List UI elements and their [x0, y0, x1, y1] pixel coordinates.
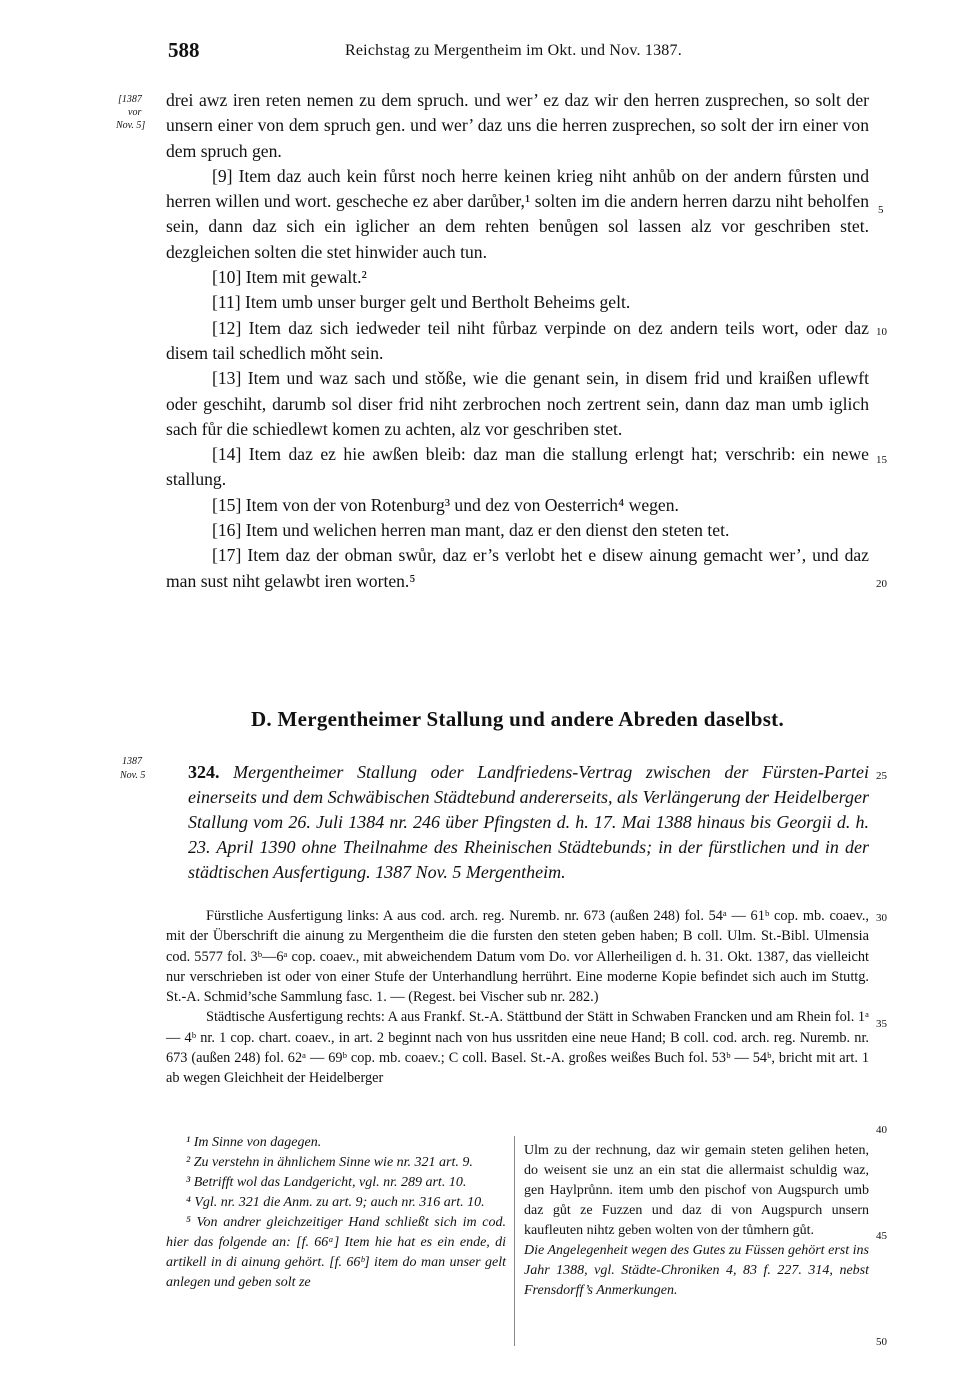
margin-date-top-3: Nov. 5]	[116, 120, 146, 131]
entry-324	[188, 760, 869, 885]
right-column-text: Ulm zu der rechnung, daz wir gemain steten gelihen heten, do weisent sie unz an ein stat die allermaist schuldig waz, gen Haylprůnn. item umb den pischof von Augspurch umb daz gůt ze Fuzzen und daz di von Augspurch unsern kaufleuten nihtz geben wolten von der tůmhern gůt.	[524, 1143, 869, 1238]
margin-date-top: [1387	[118, 94, 142, 105]
paragraph: [10] Item mit gewalt.²	[212, 267, 367, 288]
paragraph: [17] Item daz der obman swůr, daz er’s verlobt het e disew ainung gemacht wer’, und daz man sust niht gelawbt iren worten.⁵	[166, 545, 869, 591]
entry-title: Mergentheimer Stallung oder Landfriedens-Vertrag zwischen der Fürsten-Partei einerseits und dem Schwäbischen Städtebund andererseits, als Verlängerung der Heidelberger Stallung vom 26. Juli 1384 nr. 246 über Pfingsten d. h. 17. Mai 1388 hinaus bis Georgii d. h. 23. April 1390 ohne Theilnahme des Rheinischen Städtebunds; in der fürstlichen und in der städtischen Ausfertigung. 1387 Nov. 5 Mergentheim.	[188, 762, 869, 882]
source-paragraph: Städtische Ausfertigung rechts: A aus Frankf. St.-A. Stättbund der Stätt in Schwaben Francken und am Rhein fol. 1ᵃ — 4ᵇ nr. 1 cop. chart. coaev., in art. 2 beginnt nach von hus ussritden eine neue Hand; B coll. cod. arch. reg. Nuremb. nr. 673 (außen 248) fol. 62ᵃ — 69ᵇ cop. mb. coaev.; C coll. Basel. St.-A. großes weißes Buch fol. 53ᵇ — 54ᵇ, bricht mit art. 1 ab wegen Gleichheit der Heidelberger	[166, 1009, 869, 1087]
paragraph: [9] Item daz auch kein fůrst noch herre keinen krieg niht anhůb on der andern fůrsten und herren willen und wort. gescheche ez aber darůber,¹ solten im die andern herren darzu niht beholfen sein, dann daz sich ein iglicher an dem rehten benůgen sol lassen alz vor geschriben stet. dezgleichen solten die stet hinwider auch tun.	[166, 165, 869, 262]
footnotes	[166, 1133, 506, 1293]
paragraph: [15] Item von der von Rotenburg³ und dez von Oesterrich⁴ wegen.	[212, 494, 679, 515]
margin-date-top-2: vor	[128, 107, 142, 118]
entry-number: 324.	[188, 762, 220, 782]
margin-entry-date: 1387	[122, 756, 142, 767]
page-number: 588	[168, 38, 200, 62]
line-number: 15	[876, 454, 887, 466]
footnote: ¹ Im Sinne von dagegen.	[186, 1135, 322, 1150]
sources-block	[166, 906, 869, 1089]
line-number: 35	[876, 1018, 887, 1030]
line-number: 5	[878, 204, 884, 216]
line-number: 50	[876, 1336, 887, 1348]
line-number: 40	[876, 1124, 887, 1136]
footnote: ² Zu verstehn in ähnlichem Sinne wie nr. 321 art. 9.	[186, 1155, 473, 1170]
paragraph: drei awz iren reten nemen zu dem spruch. und wer’ ez daz wir den herren zusprechen, so solt der unsern einer von dem spruch gen. und wer’ daz uns die herren zusprechen, so solt der irn einer von dem spruch gen.	[166, 90, 869, 161]
column-divider	[514, 1136, 515, 1346]
line-number: 10	[876, 326, 887, 338]
line-number: 25	[876, 770, 887, 782]
source-paragraph: Fürstliche Ausfertigung links: A aus cod. arch. reg. Nuremb. nr. 673 (außen 248) fol. 54ᵃ — 61ᵇ cop. mb. coaev., mit der Überschrift die ainung zu Mergentheim die die fursten den steten geben haben; B coll. Ulm. St.-Bibl. Ulmensia cod. 5577 fol. 3ᵇ—6ᵃ cop. coaev., mit abweichendem Datum vom Do. vor Allerheiligen d. h. 31. Okt. 1387, das vielleicht nur verschrieben ist oder von einer Stufe der Unterhandlung herrührt. Eine moderne Kopie befindet sich auch im Stuttg. St.-A. Schmid’sche Sammlung fasc. 1. — (Regest. bei Vischer sub nr. 282.)	[166, 908, 869, 1006]
running-title: Reichstag zu Mergentheim im Okt. und Nov. 1387.	[345, 42, 682, 59]
line-number: 45	[876, 1230, 887, 1242]
right-column	[524, 1141, 869, 1301]
paragraph: [11] Item umb unser burger gelt und Bertholt Beheims gelt.	[212, 292, 631, 313]
paragraph: [16] Item und welichen herren man mant, daz er den dienst den steten tet.	[212, 520, 730, 541]
section-heading: D. Mergentheimer Stallung und andere Abreden daselbst.	[250, 707, 785, 731]
footnote: ⁴ Vgl. nr. 321 die Anm. zu art. 9; auch nr. 316 art. 10.	[186, 1195, 485, 1210]
footnote: ³ Betrifft wol das Landgericht, vgl. nr. 289 art. 10.	[186, 1175, 467, 1190]
margin-entry-date-2: Nov. 5	[120, 770, 146, 781]
paragraph: [13] Item und waz sach und stǒße, wie die genant sein, in disem frid und kraißen uflewft oder geschiht, darumb sol diser frid niht zerbrochen noch zertrent sein, dann daz man umb iglich sach fůr die schiedlewt komen zu achten, alz vor geschriben stet.	[166, 368, 869, 439]
footnote: ⁵ Von andrer gleichzeitiger Hand schließt sich im cod. hier das folgende an: [f. 66ᵃ] Item hie hat es ein ende, di artikell in di ainung gehört. [f. 66ᵇ] item do man unser gelt anlegen und geben solt ze	[166, 1215, 506, 1290]
paragraph: [14] Item daz ez hie awßen bleib: daz man die stallung erlengt hat; verschrib: ein newe stallung.	[166, 444, 869, 490]
line-number: 20	[876, 578, 887, 590]
main-text	[166, 88, 869, 594]
line-number: 30	[876, 912, 887, 924]
right-column-note: Die Angelegenheit wegen des Gutes zu Füssen gehört erst ins Jahr 1388, vgl. Städte-Chroniken 4, 83 f. 227. 314, nebst Frensdorff’s Anmerkungen.	[524, 1243, 869, 1298]
paragraph: [12] Item daz sich iedweder teil niht fůrbaz verpinde on dez andern teils wort, oder daz disem tail schedlich mǒht sein.	[166, 317, 869, 363]
